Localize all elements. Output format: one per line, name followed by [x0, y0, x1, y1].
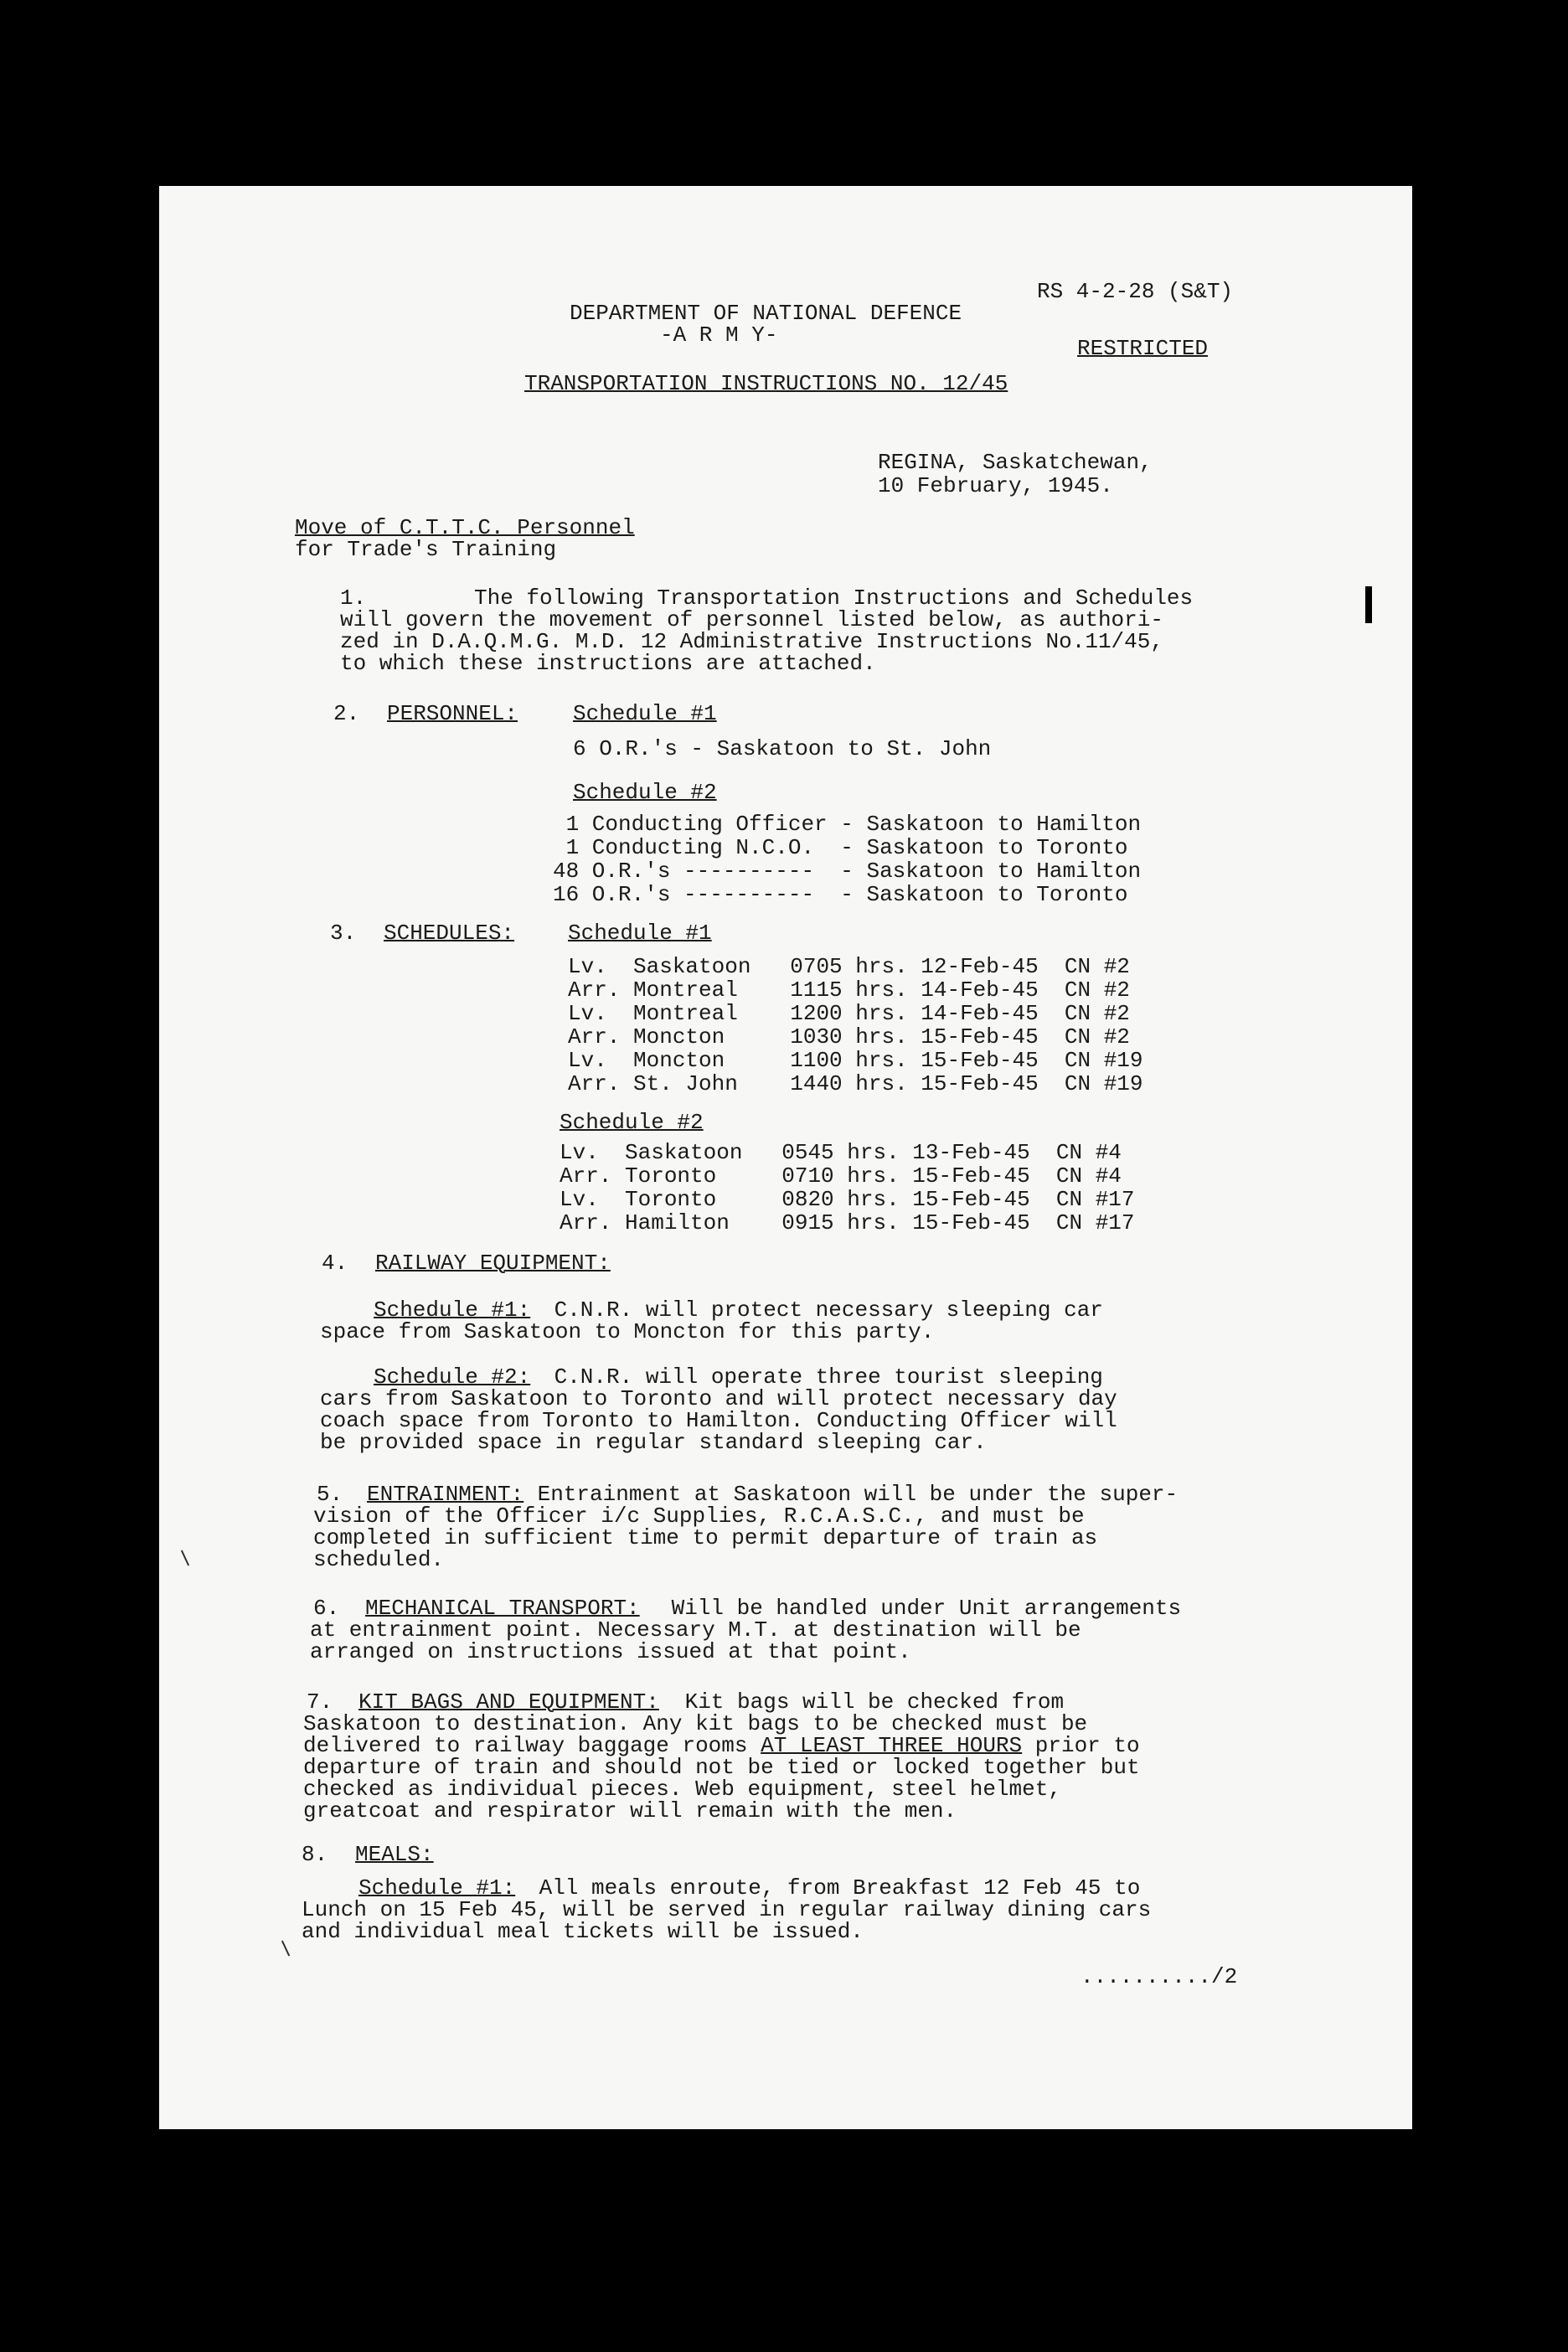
paragraph-text [303, 1734, 1140, 1757]
paragraph-text-part: prior to [1022, 1733, 1140, 1758]
paragraph-number: 7. [307, 1689, 333, 1715]
schedule-row: Lv. Montreal 1200 hrs. 14-Feb-45 CN #2 [568, 1001, 1130, 1026]
paragraph-text: checked as individual pieces. Web equipment, steel helmet, [303, 1777, 1061, 1802]
section-heading: MEALS: [355, 1842, 434, 1867]
section-heading: PERSONNEL: [387, 701, 518, 726]
schedule-title: Schedule #2 [573, 780, 717, 805]
document-title: TRANSPORTATION INSTRUCTIONS NO. 12/45 [524, 371, 1008, 396]
schedule-title: Schedule #2 [560, 1110, 704, 1135]
paragraph-number: 8. [302, 1842, 328, 1867]
section-heading: RAILWAY EQUIPMENT: [375, 1251, 611, 1276]
schedule-title: Schedule #1 [573, 701, 717, 726]
paragraph-text: departure of train and should not be tied or locked together but [303, 1755, 1140, 1780]
paragraph-text: vision of the Officer i/c Supplies, R.C.A.S.C., and must be [313, 1504, 1085, 1529]
personnel-line: 6 O.R.'s - Saskatoon to St. John [573, 736, 992, 761]
subject-line: Move of C.T.T.C. Personnel [295, 515, 635, 540]
issue-place: REGINA, Saskatchewan, [878, 450, 1153, 475]
paragraph-text: greatcoat and respirator will remain with the men. [303, 1798, 957, 1823]
schedule-row: Lv. Moncton 1100 hrs. 15-Feb-45 CN #19 [568, 1048, 1143, 1073]
personnel-line: 1 Conducting Officer - Saskatoon to Hamilton [553, 812, 1142, 837]
section-heading: MECHANICAL TRANSPORT: [365, 1596, 640, 1621]
paragraph-text: and individual meal tickets will be issued. [302, 1919, 864, 1944]
department-heading: DEPARTMENT OF NATIONAL DEFENCE [570, 301, 962, 326]
emphasis-text: AT LEAST THREE HOURS [761, 1733, 1023, 1758]
paragraph-number: 2. [333, 701, 360, 726]
paragraph-text: All meals enroute, from Breakfast 12 Feb 45 to [526, 1875, 1141, 1901]
paragraph-text: C.N.R. will operate three tourist sleeping [541, 1364, 1103, 1390]
continuation-marker: ........../2 [1081, 1964, 1238, 1989]
army-heading: -A R M Y- [660, 322, 778, 348]
paragraph-text: Kit bags will be checked from [672, 1689, 1065, 1715]
paragraph-text: will govern the movement of personnel listed below, as authori- [340, 607, 1163, 632]
subject-line: for Trade's Training [295, 537, 557, 562]
schedule-row: Arr. Hamilton 0915 hrs. 15-Feb-45 CN #17 [560, 1210, 1135, 1235]
edge-mark [1365, 586, 1372, 623]
schedule-label: Schedule #1: [358, 1875, 516, 1901]
paragraph-text: to which these instructions are attached. [340, 651, 876, 676]
paragraph-number: 5. [317, 1482, 343, 1507]
paragraph-text: Lunch on 15 Feb 45, will be served in regular railway dining cars [302, 1897, 1152, 1922]
paragraph-text: C.N.R. will protect necessary sleeping car [541, 1297, 1103, 1323]
schedule-title: Schedule #1 [568, 921, 712, 946]
paragraph-text: coach space from Toronto to Hamilton. Conducting Officer will [320, 1408, 1117, 1433]
schedule-label: Schedule #2: [374, 1364, 531, 1390]
paragraph-text: be provided space in regular standard sleeping car. [320, 1430, 987, 1455]
classification-marking: RESTRICTED [1077, 336, 1209, 361]
paragraph-text: space from Saskatoon to Moncton for this party. [320, 1319, 935, 1344]
schedule-row: Arr. Montreal 1115 hrs. 14-Feb-45 CN #2 [568, 977, 1130, 1003]
paragraph-text: scheduled. [313, 1547, 445, 1572]
paragraph-text-part: delivered to railway baggage rooms [303, 1733, 761, 1758]
paragraph-number: 4. [322, 1251, 348, 1276]
paragraph-text: Will be handled under Unit arrangements [658, 1596, 1182, 1621]
schedule-row: Lv. Saskatoon 0545 hrs. 13-Feb-45 CN #4 [560, 1140, 1122, 1165]
paragraph-text: zed in D.A.Q.M.G. M.D. 12 Administrative Instructions No.11/45, [340, 629, 1163, 654]
paragraph-number: 3. [330, 921, 357, 946]
paragraph-text: arranged on instructions issued at that point. [310, 1639, 911, 1664]
section-heading: SCHEDULES: [384, 921, 515, 946]
paragraph-text: The following Transportation Instructions and Schedules [474, 585, 1194, 611]
personnel-line: 1 Conducting N.C.O. - Saskatoon to Toronto [553, 835, 1128, 860]
schedule-row: Lv. Saskatoon 0705 hrs. 12-Feb-45 CN #2 [568, 954, 1130, 979]
paragraph-text: at entrainment point. Necessary M.T. at destination will be [310, 1617, 1081, 1643]
personnel-line: 16 O.R.'s ---------- - Saskatoon to Toronto [553, 882, 1128, 907]
issue-date: 10 February, 1945. [878, 473, 1113, 498]
paragraph-number: 1. [340, 585, 367, 611]
file-reference: RS 4-2-28 (S&T) [1037, 279, 1234, 304]
paragraph-text: Saskatoon to destination. Any kit bags to be checked must be [303, 1711, 1088, 1736]
schedule-row: Arr. Moncton 1030 hrs. 15-Feb-45 CN #2 [568, 1024, 1130, 1050]
paragraph-text: cars from Saskatoon to Toronto and will protect necessary day [320, 1386, 1117, 1411]
personnel-line: 48 O.R.'s ---------- - Saskatoon to Hamilton [553, 859, 1142, 884]
schedule-row: Arr. Toronto 0710 hrs. 15-Feb-45 CN #4 [560, 1163, 1122, 1189]
schedule-row: Lv. Toronto 0820 hrs. 15-Feb-45 CN #17 [560, 1187, 1135, 1212]
paragraph-text: completed in sufficient time to permit departure of train as [313, 1525, 1098, 1550]
section-heading: ENTRAINMENT: [367, 1482, 524, 1507]
paragraph-number: 6. [313, 1596, 340, 1621]
schedule-label: Schedule #1: [374, 1297, 531, 1323]
paragraph-text: Entrainment at Saskatoon will be under the super- [524, 1482, 1179, 1507]
schedule-row: Arr. St. John 1440 hrs. 15-Feb-45 CN #19 [568, 1071, 1143, 1096]
section-heading: KIT BAGS AND EQUIPMENT: [358, 1689, 659, 1715]
